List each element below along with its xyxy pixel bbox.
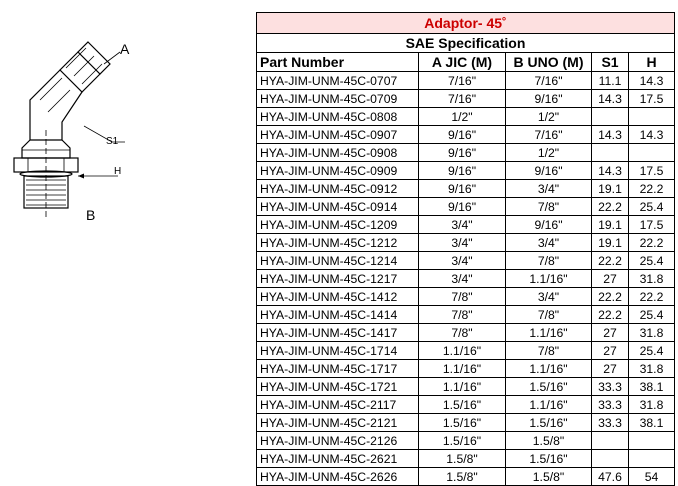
s1-cell: 33.3 — [592, 396, 629, 414]
a-jic-cell: 3/4" — [419, 216, 506, 234]
a-jic-cell: 1.5/8" — [419, 450, 506, 468]
part-number-cell: HYA-JIM-UNM-45C-1714 — [257, 342, 419, 360]
label-a: A — [120, 41, 130, 57]
a-jic-cell: 9/16" — [419, 198, 506, 216]
s1-cell: 27 — [592, 324, 629, 342]
a-jic-cell: 7/16" — [419, 72, 506, 90]
b-uno-cell: 7/8" — [506, 306, 592, 324]
adaptor-45-diagram — [0, 30, 250, 250]
h-cell — [629, 450, 675, 468]
b-uno-cell: 1.1/16" — [506, 396, 592, 414]
s1-cell: 47.6 — [592, 468, 629, 486]
header-row — [257, 53, 675, 72]
h-cell: 25.4 — [629, 342, 675, 360]
a-jic-cell: 3/4" — [419, 234, 506, 252]
b-uno-cell: 1.5/16" — [506, 414, 592, 432]
a-jic-cell: 1.1/16" — [419, 378, 506, 396]
b-uno-cell: 1.5/8" — [506, 468, 592, 486]
a-jic-cell: 1.1/16" — [419, 342, 506, 360]
s1-cell: 11.1 — [592, 72, 629, 90]
table-row — [257, 126, 675, 144]
a-jic-cell: 1.5/16" — [419, 432, 506, 450]
h-cell: 17.5 — [629, 216, 675, 234]
h-cell: 31.8 — [629, 360, 675, 378]
part-number-cell: HYA-JIM-UNM-45C-0909 — [257, 162, 419, 180]
part-number-cell: HYA-JIM-UNM-45C-2117 — [257, 396, 419, 414]
a-jic-cell: 1.1/16" — [419, 360, 506, 378]
b-uno-cell: 1.1/16" — [506, 270, 592, 288]
a-jic-cell: 9/16" — [419, 144, 506, 162]
part-number-cell: HYA-JIM-UNM-45C-2621 — [257, 450, 419, 468]
table-row — [257, 450, 675, 468]
s1-cell — [592, 108, 629, 126]
part-number-cell: HYA-JIM-UNM-45C-0908 — [257, 144, 419, 162]
table-row — [257, 180, 675, 198]
b-uno-cell: 9/16" — [506, 162, 592, 180]
b-uno-cell: 7/16" — [506, 72, 592, 90]
part-number-cell: HYA-JIM-UNM-45C-1217 — [257, 270, 419, 288]
a-jic-cell: 7/8" — [419, 288, 506, 306]
h-cell: 14.3 — [629, 72, 675, 90]
table-row — [257, 72, 675, 90]
a-jic-cell: 9/16" — [419, 180, 506, 198]
h-cell: 31.8 — [629, 324, 675, 342]
s1-cell: 27 — [592, 360, 629, 378]
s1-cell: 22.2 — [592, 288, 629, 306]
h-cell: 38.1 — [629, 414, 675, 432]
s1-cell: 14.3 — [592, 126, 629, 144]
header-part-number: Part Number — [257, 53, 419, 72]
table-row — [257, 252, 675, 270]
table-row — [257, 468, 675, 486]
h-cell: 17.5 — [629, 90, 675, 108]
h-cell: 22.2 — [629, 234, 675, 252]
table-row — [257, 432, 675, 450]
s1-cell: 33.3 — [592, 378, 629, 396]
table-row — [257, 162, 675, 180]
label-s1: S1 — [106, 136, 119, 147]
b-uno-cell: 1.5/16" — [506, 378, 592, 396]
b-uno-cell: 9/16" — [506, 216, 592, 234]
part-number-cell: HYA-JIM-UNM-45C-0914 — [257, 198, 419, 216]
a-jic-cell: 7/8" — [419, 306, 506, 324]
b-uno-cell: 7/8" — [506, 198, 592, 216]
a-jic-cell: 3/4" — [419, 252, 506, 270]
table-subtitle: SAE Specification — [257, 34, 675, 53]
h-cell: 25.4 — [629, 252, 675, 270]
table-title-row — [257, 13, 675, 34]
part-number-cell: HYA-JIM-UNM-45C-0808 — [257, 108, 419, 126]
table-row — [257, 378, 675, 396]
s1-cell: 14.3 — [592, 162, 629, 180]
table-subtitle-row — [257, 34, 675, 53]
a-jic-cell: 1.5/16" — [419, 396, 506, 414]
label-h: H — [114, 166, 122, 177]
s1-cell: 19.1 — [592, 216, 629, 234]
part-number-cell: HYA-JIM-UNM-45C-1212 — [257, 234, 419, 252]
s1-cell: 22.2 — [592, 306, 629, 324]
h-cell: 25.4 — [629, 306, 675, 324]
part-number-cell: HYA-JIM-UNM-45C-2126 — [257, 432, 419, 450]
b-uno-cell: 3/4" — [506, 234, 592, 252]
b-uno-cell: 9/16" — [506, 90, 592, 108]
s1-cell: 22.2 — [592, 198, 629, 216]
table-row — [257, 234, 675, 252]
table-row — [257, 288, 675, 306]
b-uno-cell: 1.1/16" — [506, 324, 592, 342]
part-number-cell: HYA-JIM-UNM-45C-0907 — [257, 126, 419, 144]
spec-table — [256, 12, 675, 486]
h-cell — [629, 108, 675, 126]
h-cell: 31.8 — [629, 270, 675, 288]
table-row — [257, 144, 675, 162]
a-jic-cell: 7/8" — [419, 324, 506, 342]
s1-cell: 19.1 — [592, 180, 629, 198]
h-cell: 14.3 — [629, 126, 675, 144]
h-cell: 22.2 — [629, 180, 675, 198]
b-uno-cell: 1.5/8" — [506, 432, 592, 450]
part-number-cell: HYA-JIM-UNM-45C-1414 — [257, 306, 419, 324]
b-uno-cell: 1/2" — [506, 144, 592, 162]
table-row — [257, 198, 675, 216]
part-number-cell: HYA-JIM-UNM-45C-2121 — [257, 414, 419, 432]
s1-cell: 22.2 — [592, 252, 629, 270]
s1-cell — [592, 450, 629, 468]
s1-cell — [592, 144, 629, 162]
a-jic-cell: 1.5/16" — [419, 414, 506, 432]
b-uno-cell: 1.5/16" — [506, 450, 592, 468]
s1-cell: 19.1 — [592, 234, 629, 252]
h-cell: 54 — [629, 468, 675, 486]
part-number-cell: HYA-JIM-UNM-45C-1721 — [257, 378, 419, 396]
jic-thread-end — [78, 42, 110, 74]
b-uno-cell: 7/8" — [506, 252, 592, 270]
part-number-cell: HYA-JIM-UNM-45C-1412 — [257, 288, 419, 306]
s1-cell: 27 — [592, 270, 629, 288]
header-s1: S1 — [592, 53, 629, 72]
b-uno-cell: 7/16" — [506, 126, 592, 144]
leader-a — [104, 52, 120, 64]
part-number-cell: HYA-JIM-UNM-45C-1209 — [257, 216, 419, 234]
label-b: B — [86, 207, 96, 223]
s1-cell: 14.3 — [592, 90, 629, 108]
h-cell: 38.1 — [629, 378, 675, 396]
s1-cell: 27 — [592, 342, 629, 360]
b-uno-cell: 3/4" — [506, 180, 592, 198]
part-number-cell: HYA-JIM-UNM-45C-0912 — [257, 180, 419, 198]
h-cell — [629, 144, 675, 162]
h-cell: 22.2 — [629, 288, 675, 306]
part-number-cell: HYA-JIM-UNM-45C-1417 — [257, 324, 419, 342]
h-cell: 17.5 — [629, 162, 675, 180]
header-a-jic: A JIC (M) — [419, 53, 506, 72]
part-number-cell: HYA-JIM-UNM-45C-2626 — [257, 468, 419, 486]
a-jic-cell: 1/2" — [419, 108, 506, 126]
table-title: Adaptor- 45˚ — [257, 13, 675, 34]
b-uno-cell: 1.1/16" — [506, 360, 592, 378]
header-h: H — [629, 53, 675, 72]
table-row — [257, 270, 675, 288]
adaptor-drawing — [0, 30, 250, 250]
s1-cell — [592, 432, 629, 450]
a-jic-cell: 7/16" — [419, 90, 506, 108]
table-row — [257, 342, 675, 360]
b-uno-cell: 7/8" — [506, 342, 592, 360]
part-number-cell: HYA-JIM-UNM-45C-1717 — [257, 360, 419, 378]
leader-s1 — [84, 126, 125, 142]
a-jic-cell: 9/16" — [419, 162, 506, 180]
h-cell — [629, 432, 675, 450]
table-row — [257, 216, 675, 234]
part-number-cell: HYA-JIM-UNM-45C-1214 — [257, 252, 419, 270]
table-row — [257, 324, 675, 342]
part-number-cell: HYA-JIM-UNM-45C-0707 — [257, 72, 419, 90]
a-jic-cell: 9/16" — [419, 126, 506, 144]
table-row — [257, 306, 675, 324]
h-cell: 25.4 — [629, 198, 675, 216]
h-cell: 31.8 — [629, 396, 675, 414]
table-row — [257, 414, 675, 432]
part-number-cell: HYA-JIM-UNM-45C-0709 — [257, 90, 419, 108]
table-row — [257, 360, 675, 378]
a-jic-cell: 3/4" — [419, 270, 506, 288]
b-uno-cell: 3/4" — [506, 288, 592, 306]
elbow-body — [30, 70, 82, 140]
table-row — [257, 108, 675, 126]
s1-cell: 33.3 — [592, 414, 629, 432]
table-row — [257, 90, 675, 108]
b-uno-cell: 1/2" — [506, 108, 592, 126]
a-jic-cell: 1.5/8" — [419, 468, 506, 486]
table-row — [257, 396, 675, 414]
header-b-uno: B UNO (M) — [506, 53, 592, 72]
